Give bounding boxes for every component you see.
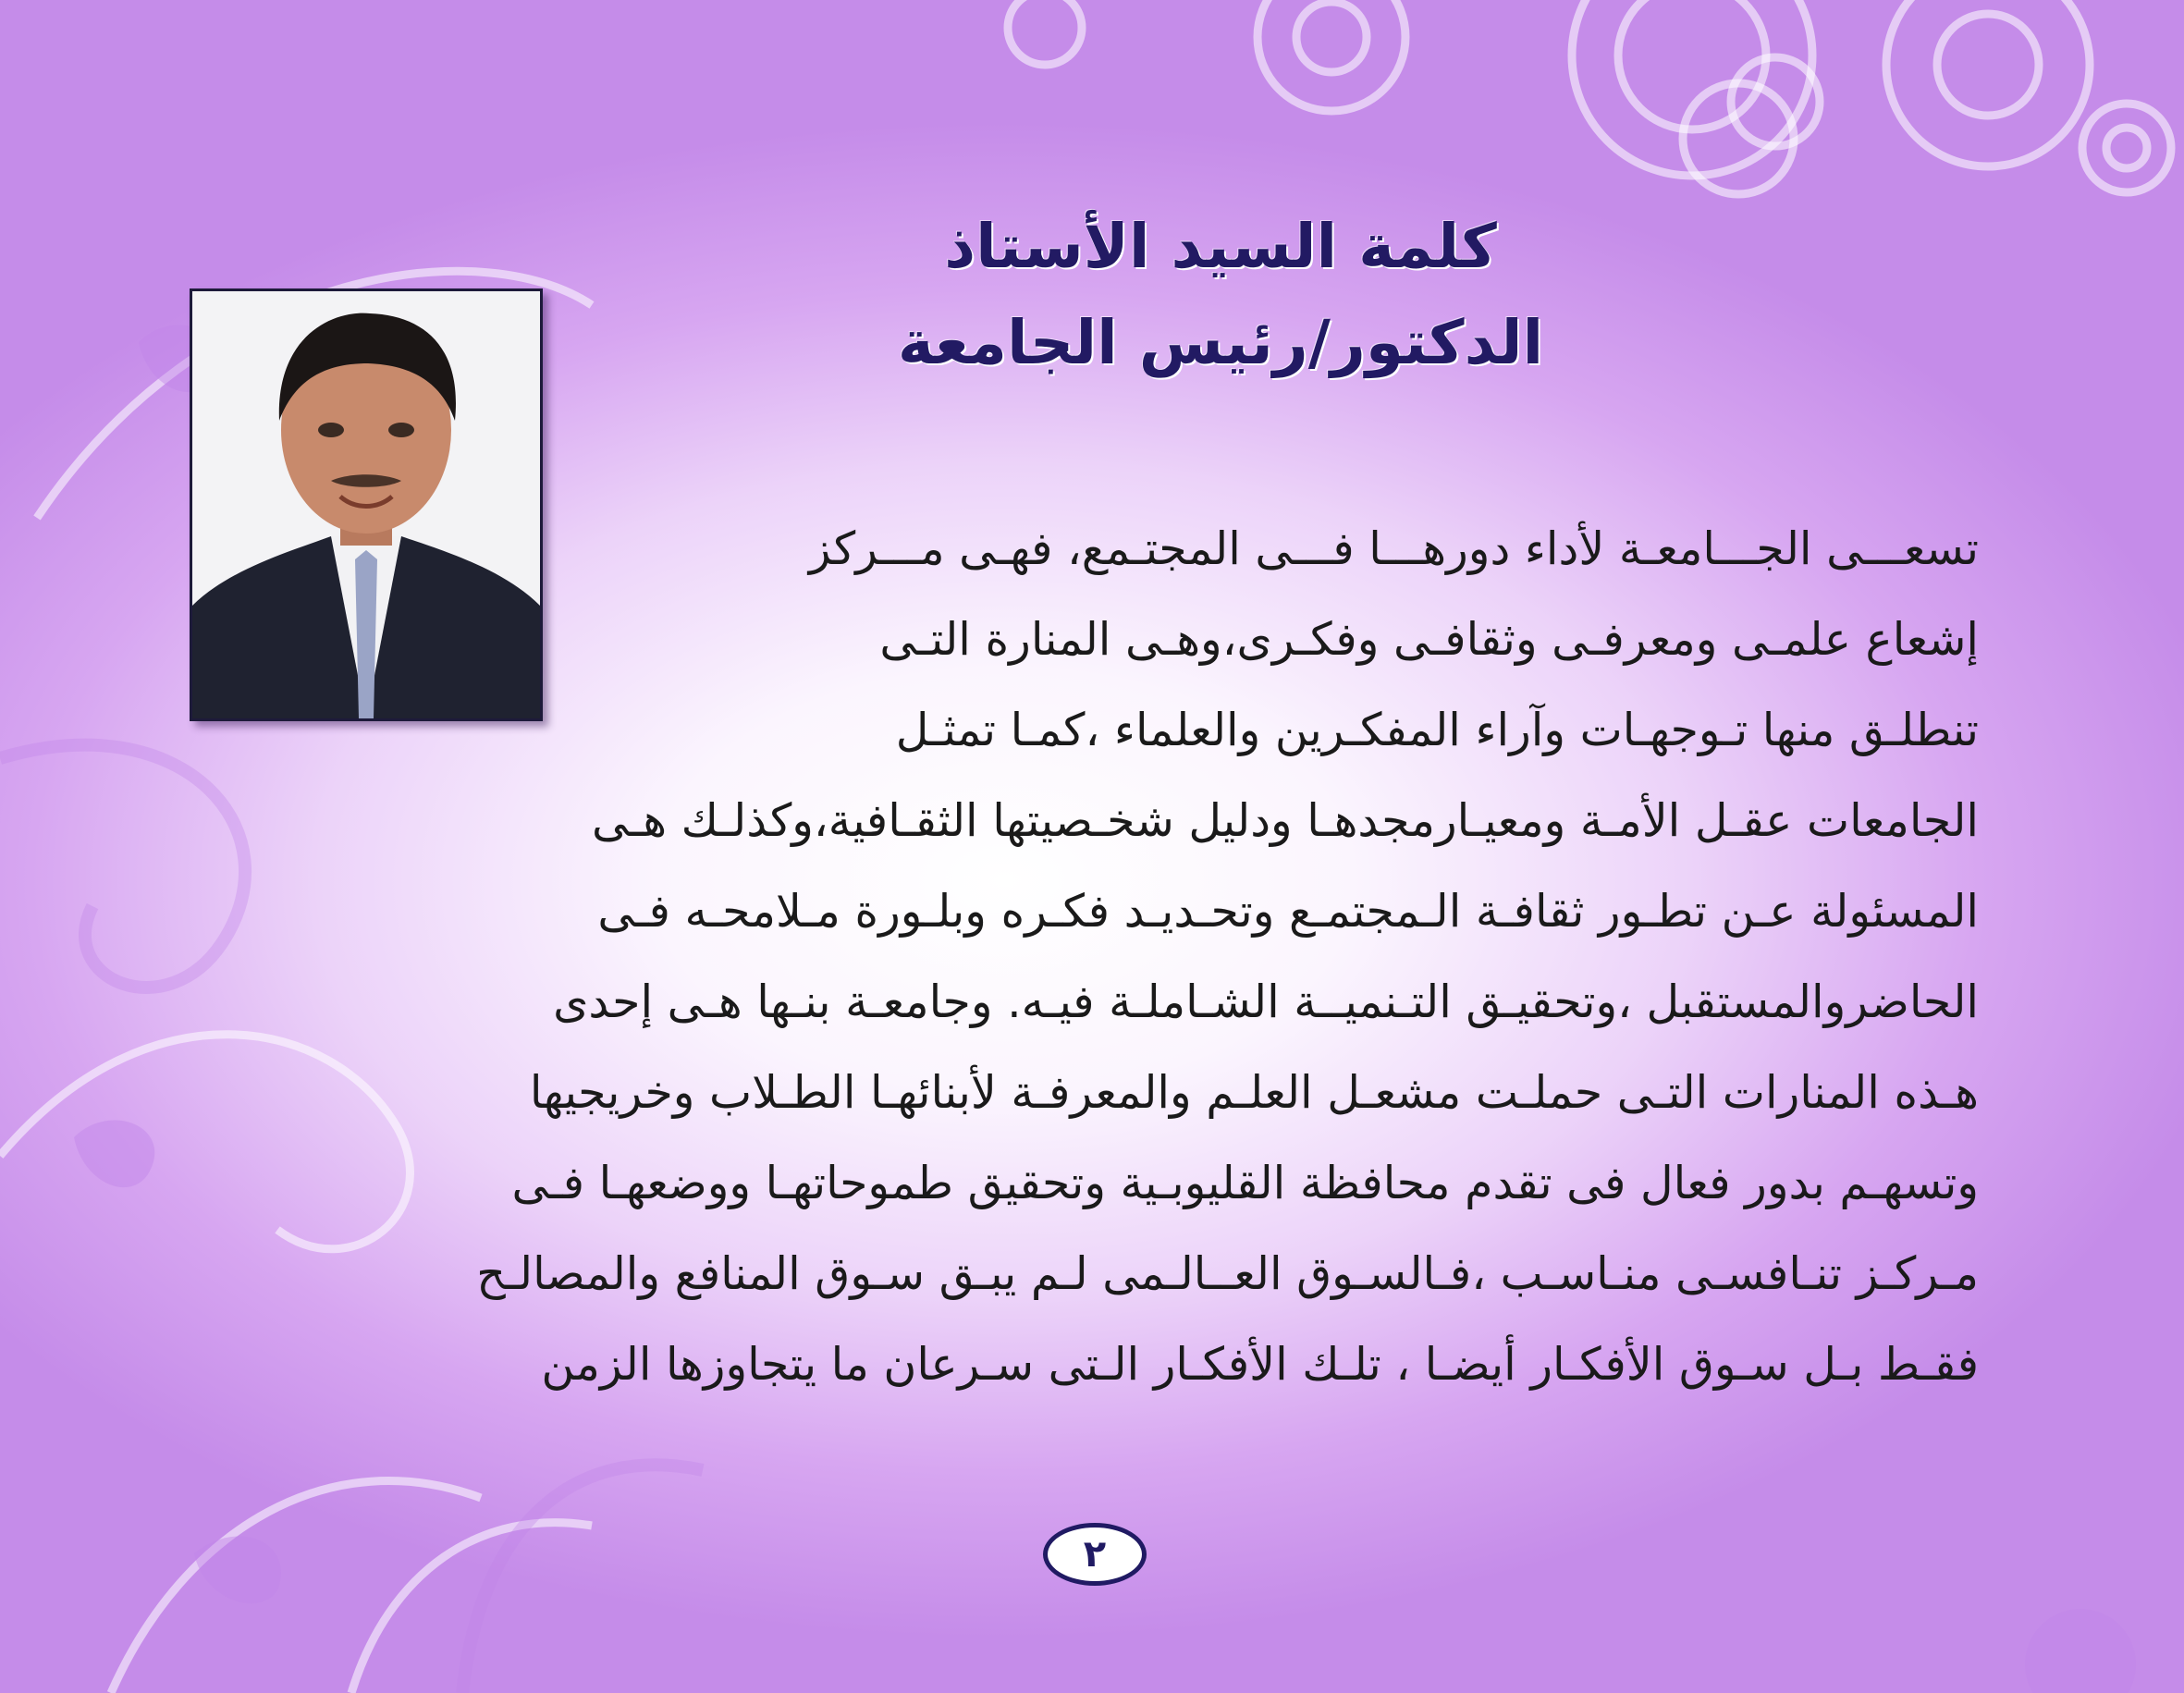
body-line-9: مـركـز تنـافسـى منـاسـب ،فـالسـوق العــالـمى لـم يبـق سـوق المنافع والمصالـح (476, 1247, 1979, 1300)
page-number: ٢ (1043, 1523, 1147, 1586)
speech-body (190, 504, 1979, 1410)
page-title (703, 199, 1738, 391)
body-line-7: هـذه المنارات التـى حملـت مشعـل العلـم والمعرفـة لأبنائهـا الطـلاب وخريجيها (529, 1066, 1979, 1119)
body-line-5: المسئولة عـن تطـور ثقافـة الـمجتمـع وتحـديـد فكـره وبلـورة مـلامحـه فـى (597, 885, 1979, 938)
body-line-2: إشعاع علمـى ومعرفـى وثقافـى وفكـرى،وهـى المنارة التـى (879, 613, 1979, 666)
body-line-1: تسعـــى الجـــامعـة لأداء دورهـــا فـــى المجتـمع، فهـى مـــركز (808, 522, 1979, 575)
title-line-2: الدكتور/رئيس الجامعة (897, 307, 1544, 378)
body-line-3: تنطلـق منها تـوجهـات وآراء المفكـرين والعلماء ،كمـا تمثـل (895, 704, 1979, 756)
body-line-6: الحاضروالمستقبل ،وتحقيـق التـنميــة الشـاملـة فيـه. وجامعـة بنـها هـى إحدى (553, 975, 1979, 1028)
body-line-8: وتسهـم بدور فعال فى تقدم محافظة القليوبـية وتحقيق طموحاتهـا ووضعهـا فـى (511, 1157, 1979, 1209)
body-line-10: فقـط بـل سـوق الأفكـار أيضـا ، تلـك الأفكـار الـتى سـرعان ما يتجاوزها الزمن (541, 1338, 1979, 1391)
title-line-1: كلمة السيد الأستاذ (944, 211, 1497, 282)
body-line-4: الجامعات عقـل الأمـة ومعيـارمجدهـا ودليل شخـصيتها الثقـافية،وكذلـك هـى (592, 794, 1979, 847)
